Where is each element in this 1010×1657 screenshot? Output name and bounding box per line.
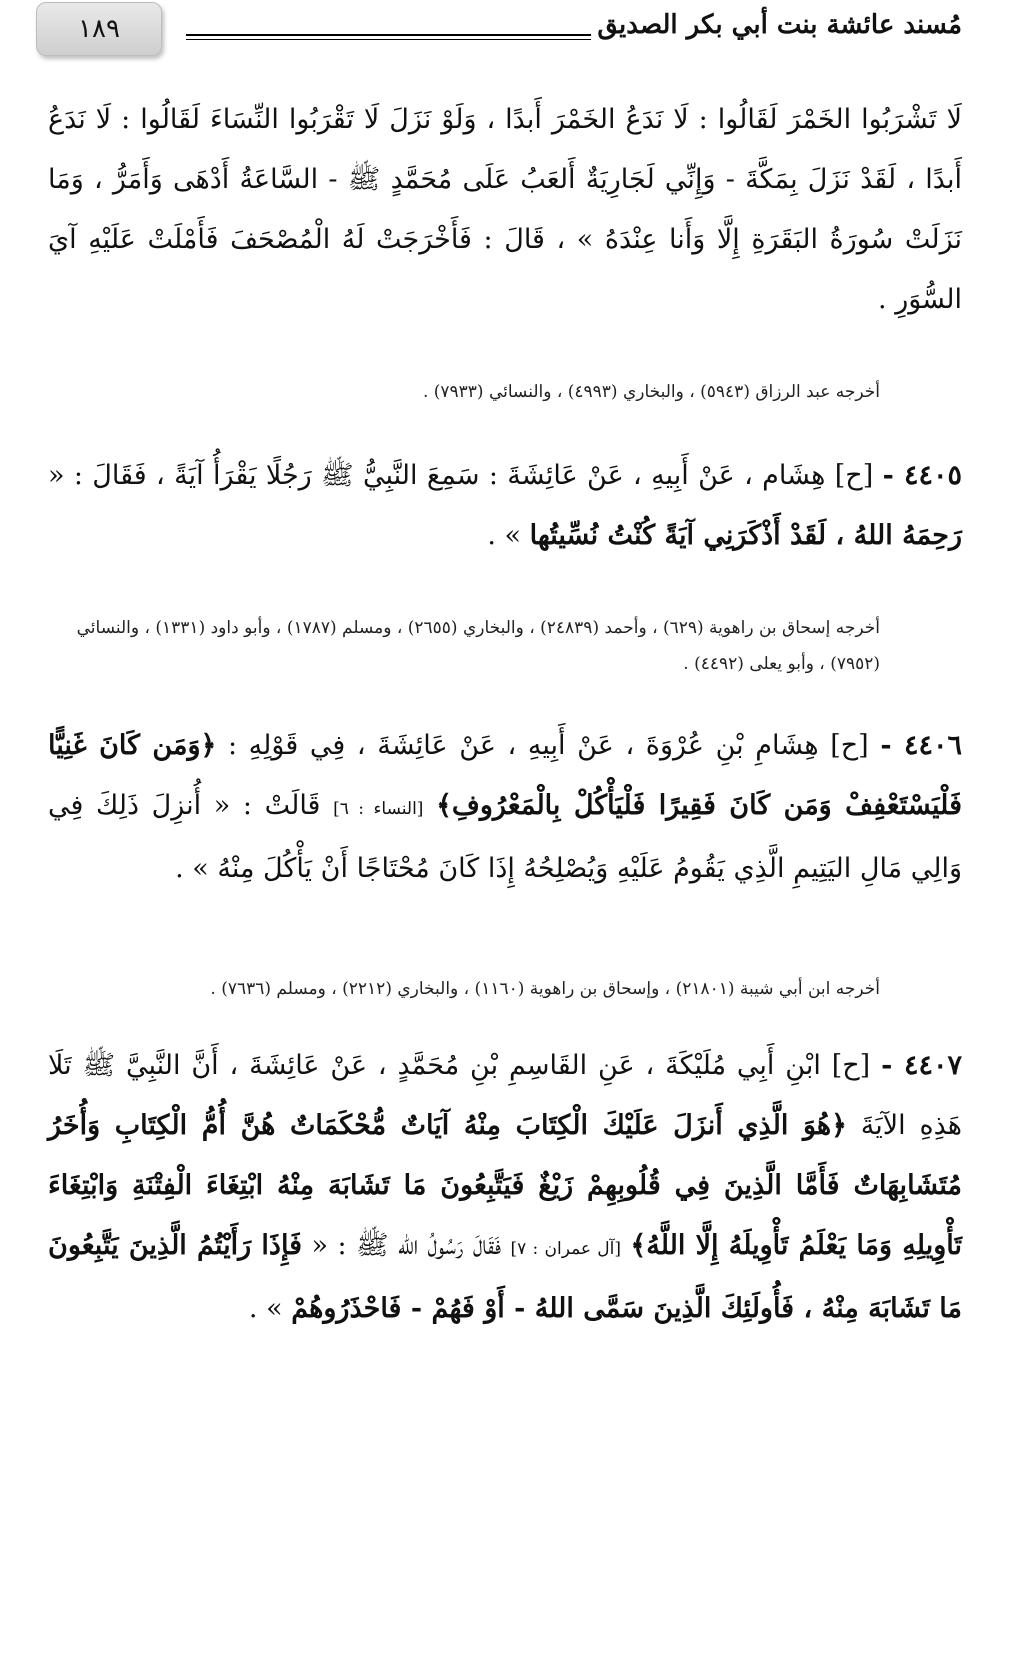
hadith-number: ٤٤٠٦ - (880, 730, 963, 761)
hadith-text-end: » . (487, 520, 521, 551)
hadith-4406-footnote: أخرجه ابن أبي شيبة (٢١٨٠١) ، وإسحاق بن راهوية (١١٦٠) ، والبخاري (٢٢١٢) ، ومسلم (٧٦٣٦) . (210, 979, 880, 999)
hadith-quote: فَإِذَا رَأَيْتُمُ الَّذِينَ يَتَّبِعُونَ مَا تَشَابَهَ مِنْهُ ، فَأُولَئِكَ الَّذِينَ سَمَّى اللهُ - أَوْ فَهُمْ - فَاحْذَرُوهُمْ (48, 1230, 962, 1324)
hadith-4405 (48, 446, 962, 566)
hadith-4406 (48, 716, 962, 899)
hadith-4405-footnote: أخرجه إسحاق بن راهوية (٦٢٩) ، وأحمد (٢٤٨٣٩) ، والبخاري (٢٦٥٥) ، ومسلم (١٧٨٧) ، وأبو داود (١٣٣١) ، والنسائي (٧٩٥٢) ، وأبو يعلى (٤٤٩٢) . (76, 618, 880, 674)
hadith-quote: رَحِمَهُ اللهُ ، لَقَدْ أَذْكَرَنِي آيَةً كُنْتُ نُسِّيتُها (529, 520, 962, 551)
continuation-paragraph (48, 90, 962, 330)
quran-verse: ﴿وَمَن كَانَ غَنِيًّا فَلْيَسْتَعْفِفْ وَمَن كَانَ فَقِيرًا فَلْيَأْكُلْ بِالْمَعْرُوفِ﴾ (48, 730, 962, 821)
hadith-text: [ح] ابْنِ أَبِي مُلَيْكَةَ ، عَنِ القَاسِمِ بْنِ مُحَمَّدٍ ، عَنْ عَائِشَةَ ، أَنَّ النَّبِيَّ ﷺ تَلَا هَذِهِ الآيَةَ (48, 1050, 962, 1141)
hadith-text: [ح] هِشَام ، عَنْ أَبِيهِ ، عَنْ عَائِشَةَ : سَمِعَ النَّبِيُّ ﷺ رَجُلًا يَقْرَأُ آيَةً ، فَقَالَ : « (48, 460, 874, 491)
running-title: مُسند عائشة بنت أبي بكر الصديق (597, 10, 962, 40)
hadith-text: [ح] هِشَامِ بْنِ عُرْوَةَ ، عَنْ أَبِيهِ ، عَنْ عَائِشَةَ ، فِي قَوْلِهِ : (227, 730, 869, 761)
page-number-tab (36, 2, 162, 56)
continuation-text: لَا تَشْرَبُوا الخَمْرَ لَقَالُوا : لَا نَدَعُ الخَمْرَ أَبدًا ، وَلَوْ نَزَلَ لَا تَقْرَبُوا النِّسَاءَ لَقَالُوا : لَا نَدَعُ أَبدًا ، لَقَدْ نَزَلَ بِمَكَّةَ - وَإِنِّي لَجَارِيَةٌ أَلعَبُ عَلَى مُحَمَّدٍ ﷺ - السَّاعَةُ أَدْهَى وَأَمَرُّ ، وَمَا نَزَلَتْ سُورَةُ البَقَرَةِ إِلَّا وَأَنا عِنْدَهُ » ، قَالَ : فَأَخْرَجَتْ لَهُ الْمُصْحَفَ فَأَمْلَتْ عَلَيْهِ آيَ السُّوَرِ . (48, 104, 962, 315)
hadith-number: ٤٤٠٧ - (881, 1050, 962, 1081)
continuation-footnote: أخرجه عبد الرزاق (٥٩٤٣) ، والبخاري (٤٩٩٣) ، والنسائي (٧٩٣٣) . (422, 382, 880, 402)
hadith-text-mid: فَقَالَ رَسُولُ الله ﷺ : « (311, 1230, 502, 1261)
quran-reference: [آل عمران : ٧] (510, 1239, 621, 1259)
page-header (0, 0, 1010, 62)
quran-reference: [النساء : ٦] (333, 799, 424, 819)
hadith-number: ٤٤٠٥ - (882, 460, 963, 491)
quran-verse: ﴿هُوَ الَّذِي أَنزَلَ عَلَيْكَ الْكِتَابَ مِنْهُ آيَاتٌ مُّحْكَمَاتٌ هُنَّ أُمُّ الْكِتَابِ وَأُخَرُ مُتَشَابِهَاتٌ فَأَمَّا الَّذِينَ فِي قُلُوبِهِمْ زَيْغٌ فَيَتَّبِعُونَ مَا تَشَابَهَ مِنْهُ ابْتِغَاءَ الْفِتْنَةِ وَابْتِغَاءَ تَأْوِيلِهِ وَمَا يَعْلَمُ تَأْوِيلَهُ إِلَّا اللَّهُ﴾ (48, 1110, 962, 1261)
header-rule (186, 34, 591, 40)
page-number: ١٨٩ (78, 14, 120, 44)
hadith-text-end: » . (248, 1293, 283, 1324)
hadith-4407 (48, 1036, 962, 1339)
hadith-text-end: قَالَتْ : « أُنزِلَ ذَلِكَ فِي وَالِي مَالِ اليَتِيمِ الَّذِي يَقُومُ عَلَيْهِ وَيُصْلِحُهُ إِذَا كَانَ مُحْتَاجًا أَنْ يَأْكُلَ مِنْهُ » . (48, 790, 962, 884)
